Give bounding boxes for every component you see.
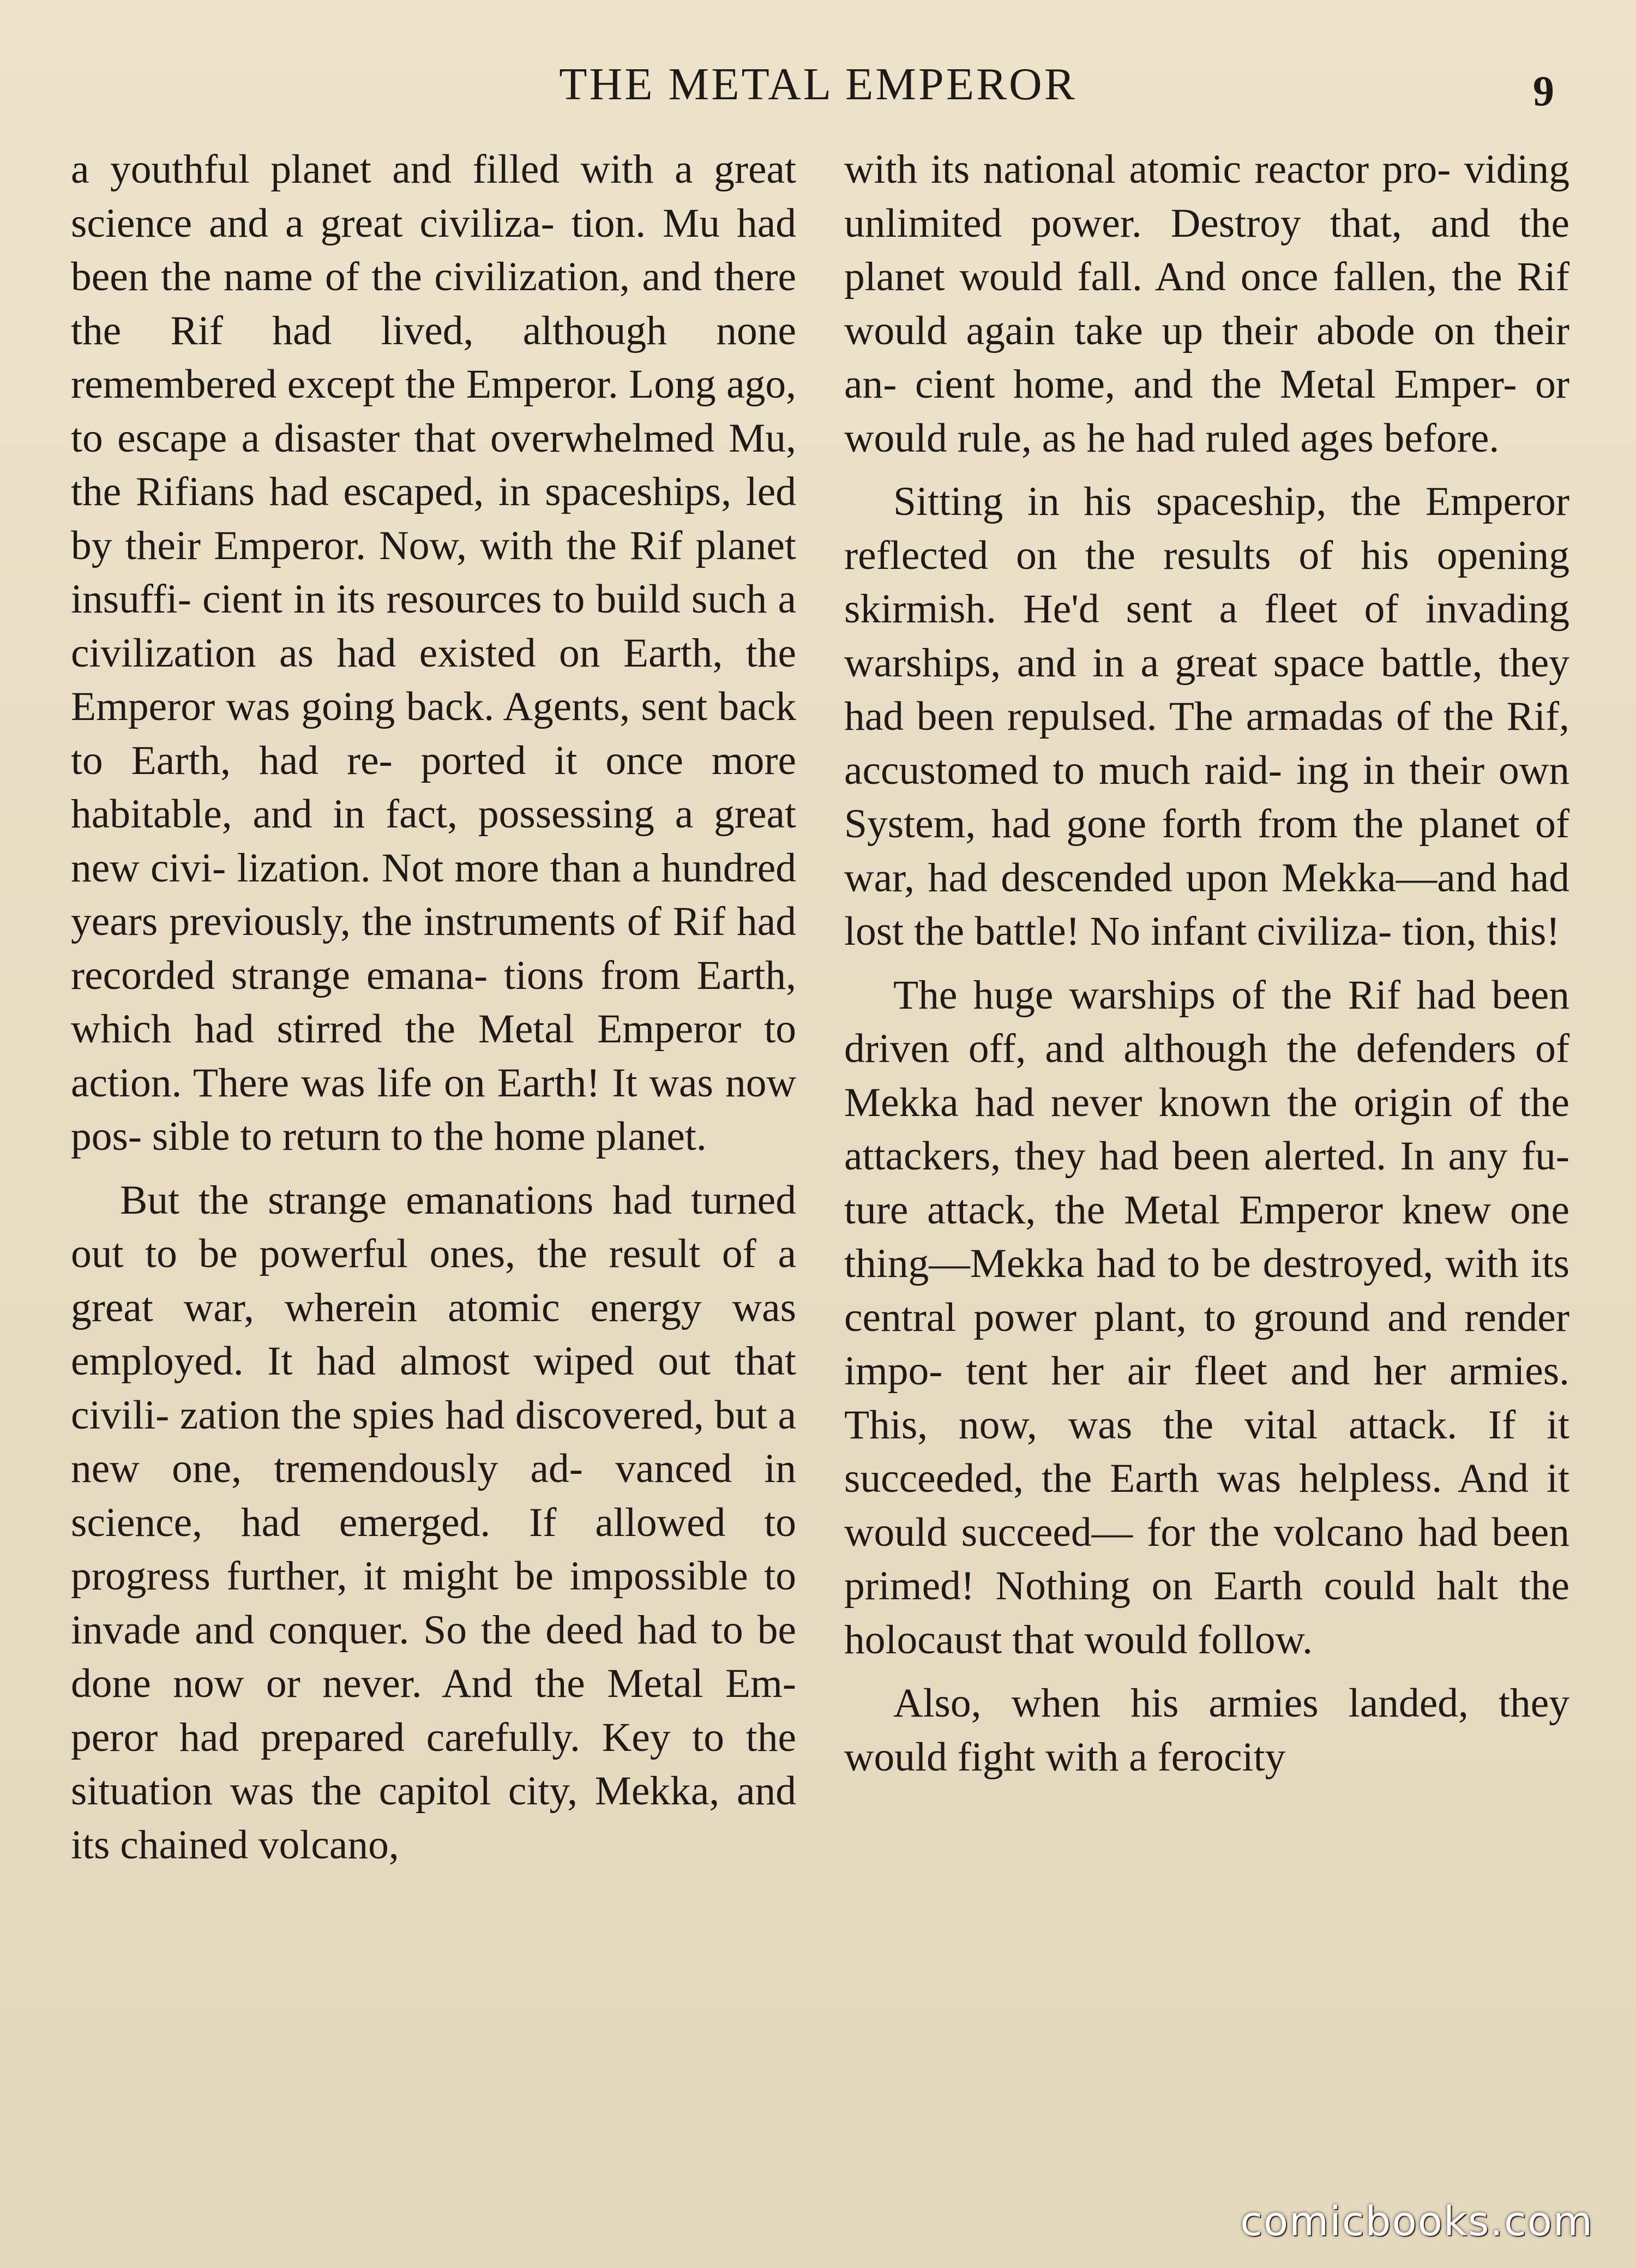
right-column	[844, 143, 1569, 1794]
paragraph: But the strange emanations had turned out to be powerful ones, the result of a great war, wherein atomic energy was employed. It had almost wiped out that civili- zation the spies had discovered, but a new one, tremendously ad- vanced in science, had emerged. If allowed to progress further, it might be impossible to invade and conquer. So the deed had to be done now or never. And the Metal Em- peror had prepared carefully. Key to the situation was the capitol city, Mekka, and its chained volcano,	[71, 1177, 796, 1868]
paragraph: a youthful planet and filled with a great science and a great civiliza- tion. Mu had been the name of the civilization, and there the Rif had lived, although none remembered except the Emperor. Long ago, to escape a disaster that overwhelmed Mu, the Rifians had escaped, in spaceships, led by their Emperor. Now, with the Rif planet insuffi- cient in its resources to build such a civilization as had existed on Earth, the Emperor was going back. Agents, sent back to Earth, had re- ported it once more habitable, and in fact, possessing a great new civi- lization. Not more than a hundred years previously, the instruments of Rif had recorded strange emana- tions from Earth, which had stirred the Metal Emperor to action. There was life on Earth! It was now pos- sible to return to the home planet.	[71, 147, 796, 1159]
page-header	[0, 55, 1636, 115]
paragraph: Also, when his armies landed, they would fight with a ferocity	[844, 1681, 1569, 1780]
left-column	[71, 143, 796, 1882]
watermark: comicbooks.com	[1240, 2198, 1593, 2245]
paragraph: with its national atomic reactor pro- viding unlimited power. Destroy that, and the planet would fall. And once fallen, the Rif would again take up their abode on their an- cient home, and the Metal Emper- or would rule, as he had ruled ages before.	[844, 147, 1569, 461]
paragraph: Sitting in his spaceship, the Emperor reflected on the results of his opening skirmish. He'd sent a fleet of invading warships, and in a great space battle, they had been repulsed. The armadas of the Rif, accustomed to much raid- ing in their own System, had gone forth from the planet of war, had descended upon Mekka—and had lost the battle! No infant civiliza- tion, this!	[844, 479, 1569, 954]
running-title: THE METAL EMPEROR	[559, 59, 1077, 110]
paragraph: The huge warships of the Rif had been driven off, and although the defenders of Mekka had never known the origin of the attackers, they had been alerted. In any fu- ture attack, the Metal Emperor knew one thing—Mekka had to be destroyed, with its central power plant, to ground and render impo- tent her air fleet and her armies. This, now, was the vital attack. If it succeeded, the Earth was helpless. And it would succeed— for the volcano had been primed! Nothing on Earth could halt the holocaust that would follow.	[844, 972, 1569, 1663]
page-number: 9	[1533, 67, 1554, 115]
